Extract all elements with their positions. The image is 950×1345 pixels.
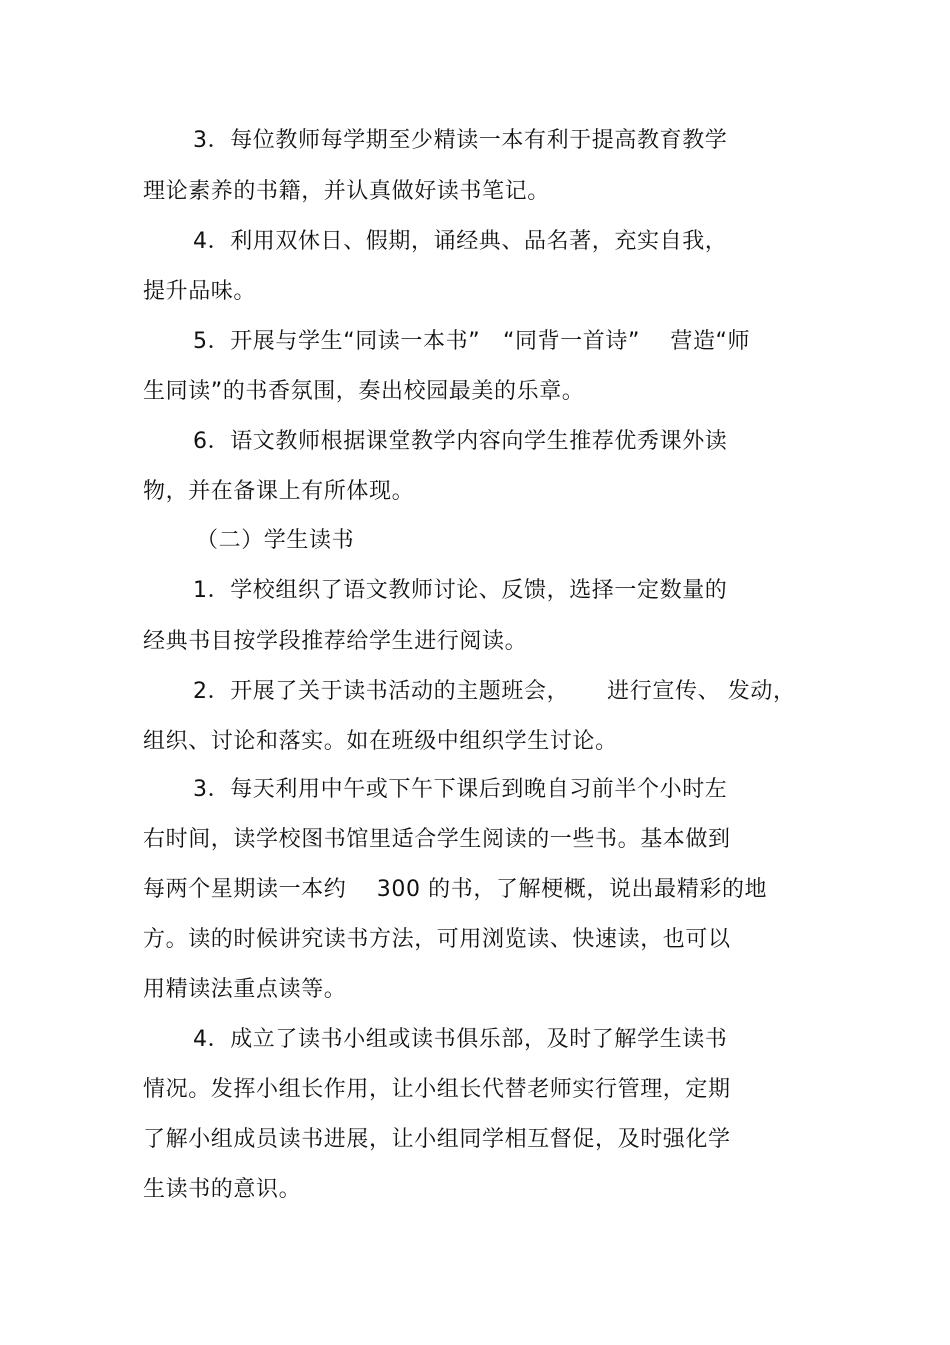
student-paragraph-3-line-2: 右时间，读学校图书馆里适合学生阅读的一些书。基本做到 [143,827,731,852]
student-paragraph-4-line-2: 情况。发挥小组长作用，让小组长代替老师实行管理，定期 [143,1077,731,1102]
student-paragraph-4-line-4: 生读书的意识。 [143,1177,302,1202]
paragraph-4-line-1: 4．利用双休日、假期，诵经典、品名著，充实自我， [193,229,728,254]
student-paragraph-1-line-1: 1．学校组织了语文教师讨论、反馈，选择一定数量的 [193,578,728,603]
student-paragraph-2-line-2: 组织、讨论和落实。如在班级中组织学生讨论。 [143,729,618,754]
paragraph-3-line-2: 理论素养的书籍，并认真做好读书笔记。 [143,179,550,204]
student-paragraph-1-line-2: 经典书目按学段推荐给学生进行阅读。 [143,629,528,654]
section-heading: （二）学生读书 [196,528,355,553]
paragraph-6-line-1: 6．语文教师根据课堂教学内容向学生推荐优秀课外读 [193,429,728,454]
paragraph-6-line-2: 物，并在备课上有所体现。 [143,479,415,504]
paragraph-3-line-1: 3．每位教师每学期至少精读一本有利于提高教育教学 [193,128,728,153]
student-paragraph-4-line-3: 了解小组成员读书进展，让小组同学相互督促，及时强化学 [143,1127,731,1152]
paragraph-5-line-1: 5．开展与学生“同读一本书” “同背一首诗” 营造“师 [193,329,751,354]
paragraph-5-line-2: 生同读”的书香氛围，奏出校园最美的乐章。 [143,379,585,404]
paragraph-4-line-2: 提升品味。 [143,279,257,304]
student-paragraph-3-line-4: 方。读的时候讲究读书方法，可用浏览读、快速读，也可以 [143,927,731,952]
student-paragraph-3-line-1: 3．每天利用中午或下午下课后到晚自习前半个小时左 [193,777,728,802]
student-paragraph-4-line-1: 4．成立了读书小组或读书俱乐部，及时了解学生读书 [193,1027,728,1052]
student-paragraph-3-line-3: 每两个星期读一本约 300 的书，了解梗概，说出最精彩的地 [143,877,768,902]
student-paragraph-3-line-5: 用精读法重点读等。 [143,977,347,1002]
student-paragraph-2-line-1: 2．开展了关于读书活动的主题班会， 进行宣传、 发动， [193,679,796,704]
